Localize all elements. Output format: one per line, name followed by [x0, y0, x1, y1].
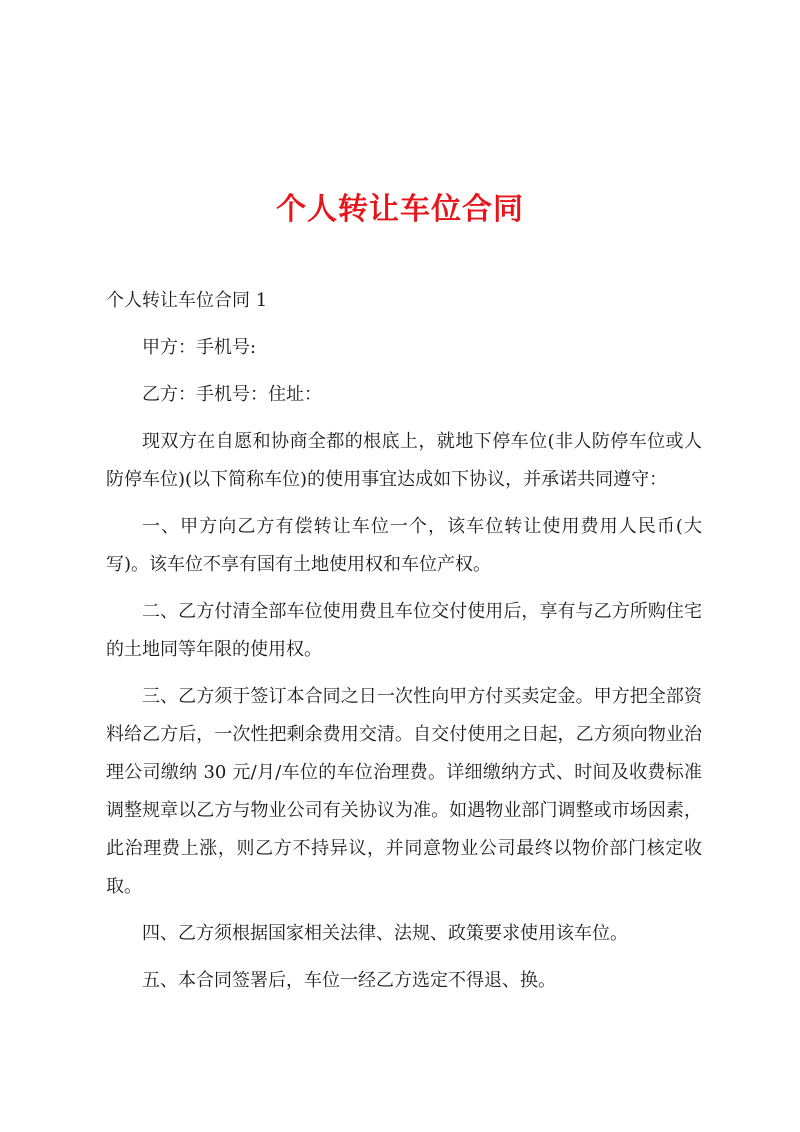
clause-1: 一、甲方向乙方有偿转让车位一个，该车位转让使用费用人民币(大写)。该车位不享有国有土地使用权和车位产权。 [106, 516, 702, 575]
party-a-line: 甲方：手机号: [142, 337, 257, 358]
contract-subtitle: 个人转让车位合同 1 [106, 290, 268, 311]
document-body [106, 282, 702, 1009]
party-b-line: 乙方：手机号：住址： [142, 384, 322, 405]
clause-4: 四、乙方须根据国家相关法律、法规、政策要求使用该车位。 [142, 923, 628, 944]
clause-2: 二、乙方付清全部车位使用费且车位交付使用后，享有与乙方所购住宅的土地同等年限的使用权。 [106, 601, 702, 660]
preamble-paragraph: 现双方在自愿和协商全都的根底上，就地下停车位(非人防停车位或人防停车位)(以下简称车位)的使用事宜达成如下协议，并承诺共同遵守： [106, 431, 702, 490]
clause-3: 三、乙方须于签订本合同之日一次性向甲方付买卖定金。甲方把全部资料给乙方后，一次性把剩余费用交清。自交付使用之日起，乙方须向物业治理公司缴纳 30 元/月/车位的车位治理费。详细缴纳方式、时间及收费标准调整规章以乙方与物业公司有关协议为准。如遇物业部门调整或市场因素，此治理费上涨，则乙方不持异议，并同意物业公司最终以物价部门核定收取。 [106, 686, 702, 897]
clause-5: 五、本合同签署后，车位一经乙方选定不得退、换。 [142, 970, 556, 991]
document-title: 个人转让车位合同 [276, 192, 524, 228]
